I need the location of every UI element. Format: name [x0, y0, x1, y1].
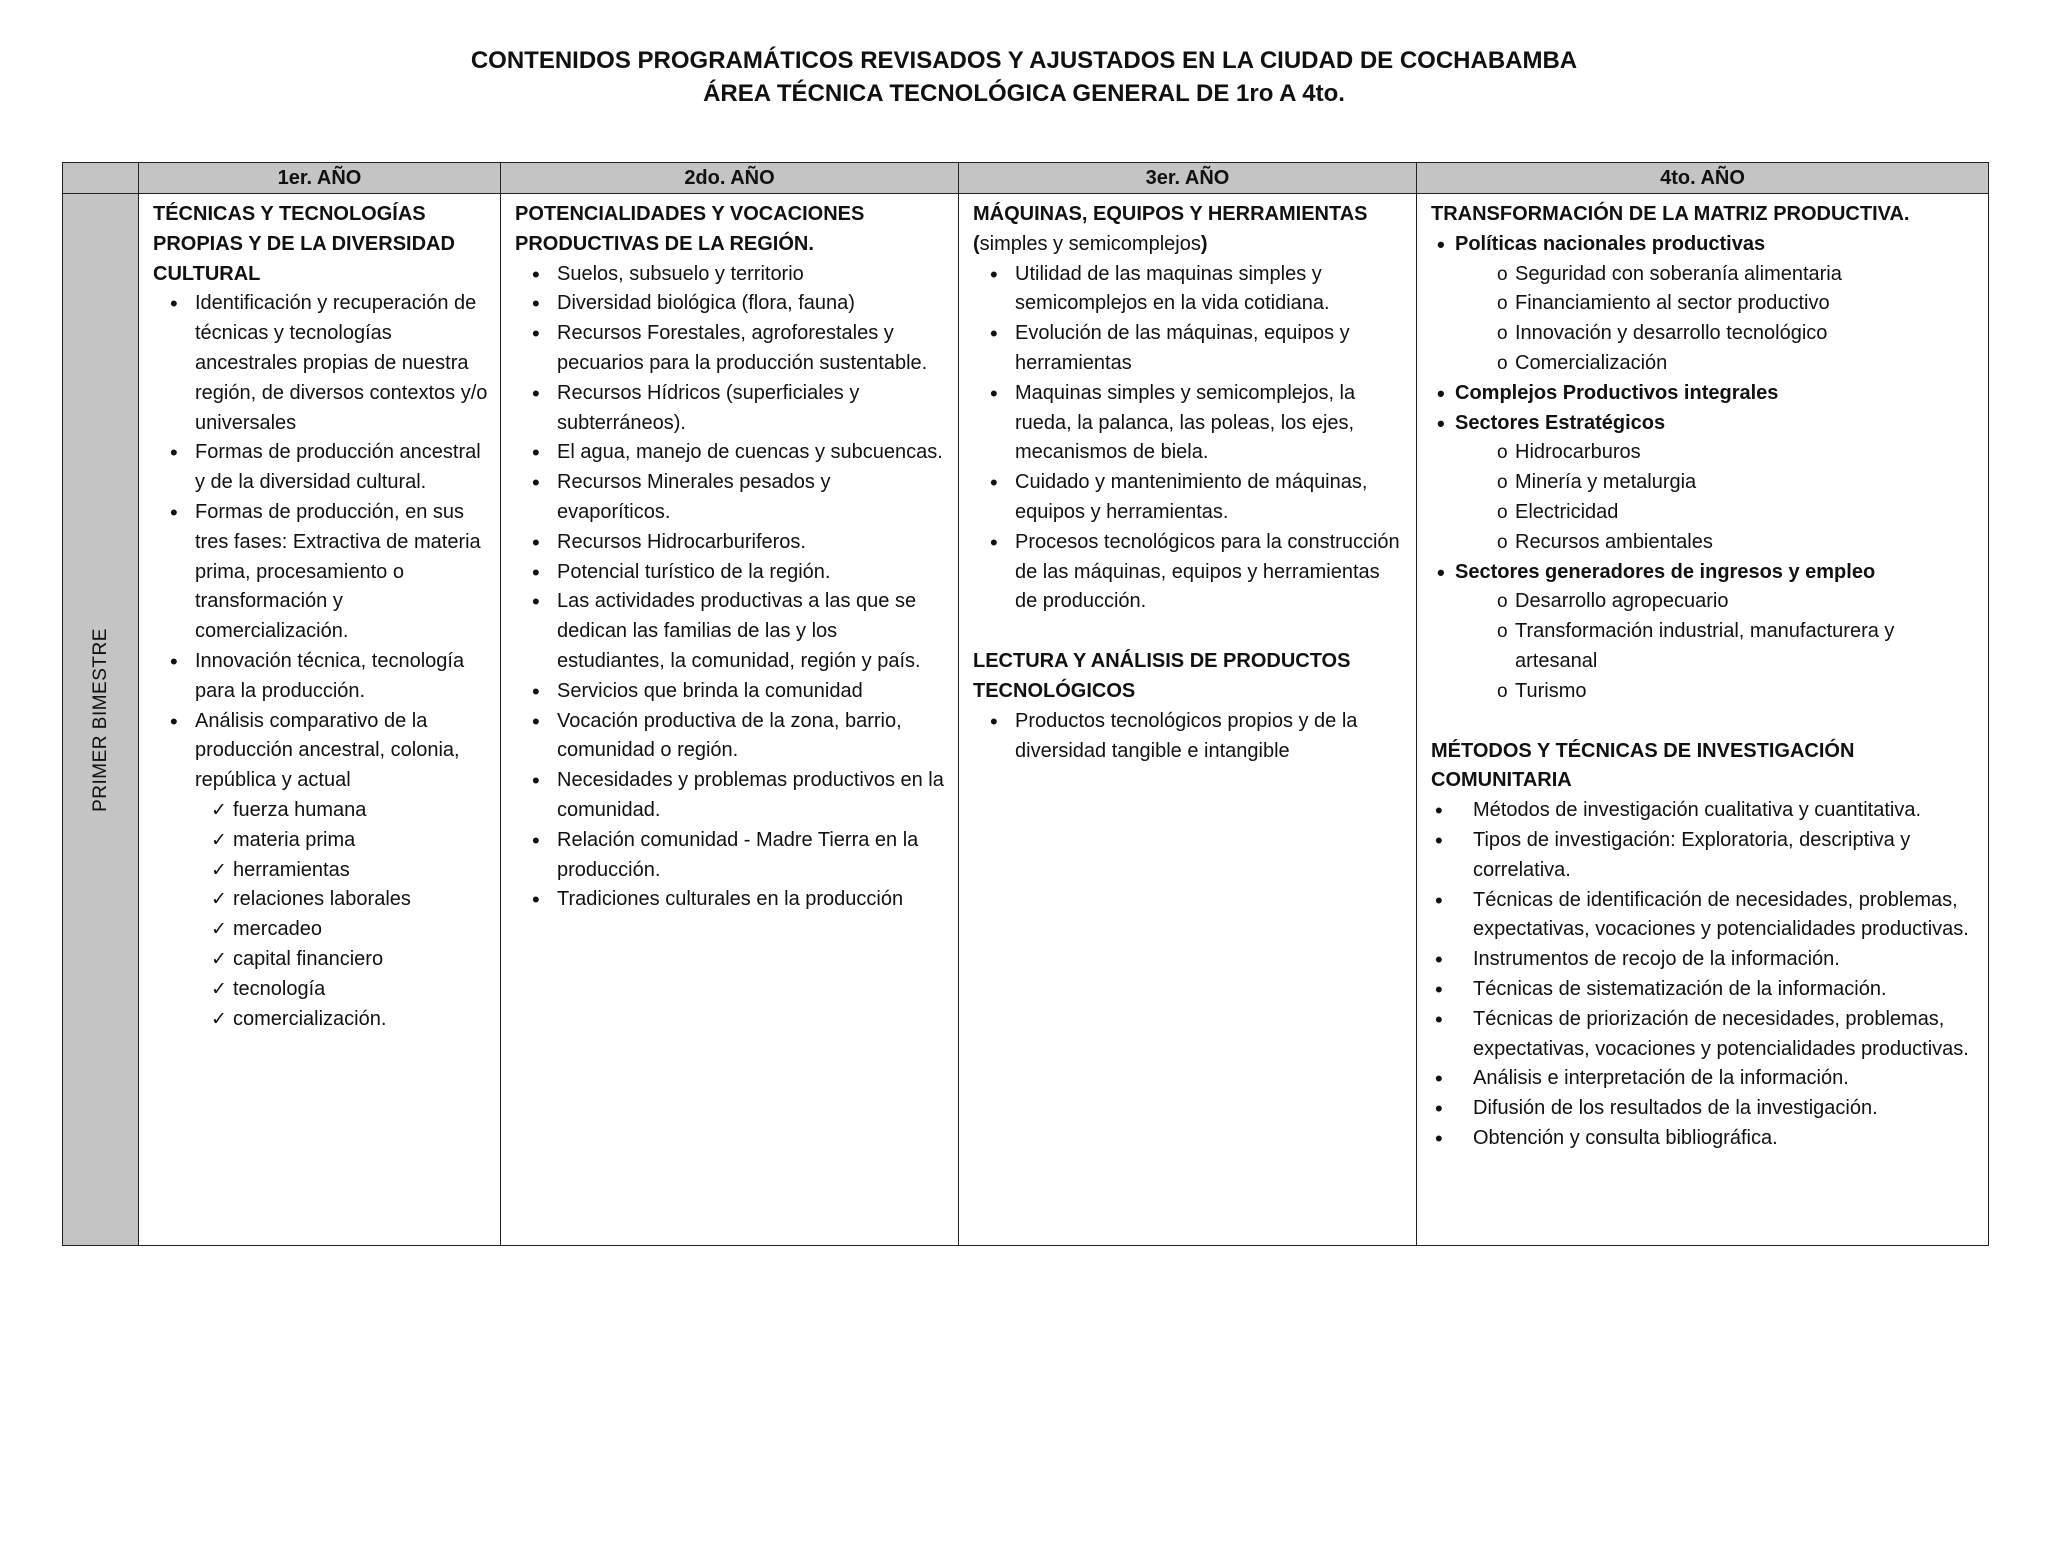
- check-item: ✓ herramientas: [153, 856, 488, 886]
- curriculum-table: [62, 162, 1989, 1246]
- list-item: • El agua, manejo de cuencas y subcuencas.: [515, 438, 946, 468]
- sub-item: o Desarrollo agropecuario: [1455, 587, 1976, 617]
- col3-list-2: [973, 707, 1404, 767]
- title-line-1: CONTENIDOS PROGRAMÁTICOS REVISADOS Y AJUSTADOS EN LA CIUDAD DE COCHABAMBA: [470, 47, 1578, 74]
- sub-item: o Innovación y desarrollo tecnológico: [1455, 319, 1976, 349]
- list-item: • Tradiciones culturales en la producción: [515, 885, 946, 915]
- list-item: • Recursos Minerales pesados y evaporíticos.: [515, 468, 946, 528]
- list-item: • Vocación productiva de la zona, barrio, comunidad o región.: [515, 707, 946, 767]
- col2-list: [515, 260, 946, 916]
- col4-groups: [1431, 230, 1976, 707]
- sub-item: o Electricidad: [1455, 498, 1976, 528]
- group-item: • Sectores generadores de ingresos y empleo o Desarrollo agropecuario o Transformación industrial, manufacturera y artesanal o Turismo: [1431, 558, 1976, 707]
- list-item: • Suelos, subsuelo y territorio: [515, 260, 946, 290]
- list-item: • Métodos de investigación cualitativa y cuantitativa.: [1431, 796, 1976, 826]
- sub-item: o Turismo: [1455, 677, 1976, 707]
- list-item: • Innovación técnica, tecnología para la producción.: [153, 647, 488, 707]
- header-year-1: 1er. AÑO: [139, 163, 501, 194]
- check-item: ✓ capital financiero: [153, 945, 488, 975]
- col3-heading-1: MÁQUINAS, EQUIPOS Y HERRAMIENTAS: [973, 203, 1368, 225]
- group-item: • Sectores Estratégicos o Hidrocarburos o Minería y metalurgia o Electricidad o Recursos ambientales: [1431, 409, 1976, 558]
- col2-heading: POTENCIALIDADES Y VOCACIONES PRODUCTIVAS DE LA REGIÓN.: [515, 203, 865, 255]
- col1-list: [153, 289, 488, 796]
- col3-list-1: [973, 260, 1404, 618]
- list-item: • Potencial turístico de la región.: [515, 558, 946, 588]
- col4-heading-2: MÉTODOS Y TÉCNICAS DE INVESTIGACIÓN COMUNITARIA: [1431, 739, 1855, 792]
- col1-checklist: [153, 796, 488, 1034]
- row-label-cell: [63, 194, 139, 1246]
- header-year-2: 2do. AÑO: [501, 163, 959, 194]
- row-label: PRIMER BIMESTRE: [89, 627, 111, 812]
- title-line-2: ÁREA TÉCNICA TECNOLÓGICA GENERAL DE 1ro A 4to.: [703, 80, 1345, 107]
- list-item: • Técnicas de sistematización de la información.: [1431, 975, 1976, 1005]
- list-item: • Utilidad de las maquinas simples y semicomplejos en la vida cotidiana.: [973, 260, 1404, 320]
- cell-year-2: [501, 194, 959, 1246]
- sub-item: o Hidrocarburos: [1455, 438, 1976, 468]
- col4-list-2: [1431, 796, 1976, 1154]
- document-title: [0, 44, 2048, 110]
- sub-item: o Seguridad con soberanía alimentaria: [1455, 260, 1976, 290]
- check-item: ✓ comercialización.: [153, 1005, 488, 1035]
- col4-heading-1: TRANSFORMACIÓN DE LA MATRIZ PRODUCTIVA.: [1431, 203, 1910, 225]
- group-item: • Complejos Productivos integrales: [1431, 379, 1976, 409]
- sub-item: o Financiamiento al sector productivo: [1455, 289, 1976, 319]
- col3-subheading-1: (simples y semicomplejos): [973, 232, 1208, 255]
- cell-year-3: [959, 194, 1417, 1246]
- check-item: ✓ mercadeo: [153, 915, 488, 945]
- check-item: ✓ tecnología: [153, 975, 488, 1005]
- list-item: • Formas de producción, en sus tres fases: Extractiva de materia prima, procesamiento o transformación y comercialización.: [153, 498, 488, 647]
- list-item: • Análisis comparativo de la producción ancestral, colonia, república y actual: [153, 707, 488, 796]
- list-item: • Difusión de los resultados de la investigación.: [1431, 1094, 1976, 1124]
- col3-heading-2: LECTURA Y ANÁLISIS DE PRODUCTOS TECNOLÓGICOS: [973, 650, 1351, 702]
- list-item: • Formas de producción ancestral y de la diversidad cultural.: [153, 438, 488, 498]
- list-item: • Identificación y recuperación de técnicas y tecnologías ancestrales propias de nuestra región, de diversos contextos y/o universales: [153, 289, 488, 438]
- col1-heading: TÉCNICAS Y TECNOLOGÍAS PROPIAS Y DE LA DIVERSIDAD CULTURAL: [153, 203, 455, 285]
- header-corner: [63, 163, 139, 194]
- list-item: • Servicios que brinda la comunidad: [515, 677, 946, 707]
- list-item: • Obtención y consulta bibliográfica.: [1431, 1124, 1976, 1154]
- list-item: • Recursos Forestales, agroforestales y pecuarios para la producción sustentable.: [515, 319, 946, 379]
- list-item: • Cuidado y mantenimiento de máquinas, equipos y herramientas.: [973, 468, 1404, 528]
- list-item: • Maquinas simples y semicomplejos, la rueda, la palanca, las poleas, los ejes, mecanismos de biela.: [973, 379, 1404, 468]
- list-item: • Análisis e interpretación de la información.: [1431, 1064, 1976, 1094]
- header-year-4: 4to. AÑO: [1417, 163, 1989, 194]
- bimester-row: [63, 194, 1989, 1246]
- list-item: • Recursos Hidrocarburiferos.: [515, 528, 946, 558]
- list-item: • Técnicas de priorización de necesidades, problemas, expectativas, vocaciones y potencialidades productivas.: [1431, 1005, 1976, 1065]
- list-item: • Tipos de investigación: Exploratoria, descriptiva y correlativa.: [1431, 826, 1976, 886]
- list-item: • Procesos tecnológicos para la construcción de las máquinas, equipos y herramientas de producción.: [973, 528, 1404, 617]
- sub-item: o Recursos ambientales: [1455, 528, 1976, 558]
- list-item: • Diversidad biológica (flora, fauna): [515, 289, 946, 319]
- list-item: • Relación comunidad - Madre Tierra en la producción.: [515, 826, 946, 886]
- header-row: [63, 163, 1989, 194]
- sub-item: o Comercialización: [1455, 349, 1976, 379]
- check-item: ✓ materia prima: [153, 826, 488, 856]
- sub-item: o Transformación industrial, manufacturera y artesanal: [1455, 617, 1976, 677]
- list-item: • Técnicas de identificación de necesidades, problemas, expectativas, vocaciones y potencialidades productivas.: [1431, 886, 1976, 946]
- cell-year-1: [139, 194, 501, 1246]
- list-item: • Las actividades productivas a las que se dedican las familias de las y los estudiantes, la comunidad, región y país.: [515, 587, 946, 676]
- list-item: • Productos tecnológicos propios y de la diversidad tangible e intangible: [973, 707, 1404, 767]
- list-item: • Instrumentos de recojo de la información.: [1431, 945, 1976, 975]
- check-item: ✓ fuerza humana: [153, 796, 488, 826]
- group-item: • Políticas nacionales productivas o Seguridad con soberanía alimentaria o Financiamiento al sector productivo o Innovación y desarrollo tecnológico o Comercialización: [1431, 230, 1976, 379]
- header-year-3: 3er. AÑO: [959, 163, 1417, 194]
- check-item: ✓ relaciones laborales: [153, 885, 488, 915]
- list-item: • Necesidades y problemas productivos en la comunidad.: [515, 766, 946, 826]
- list-item: • Recursos Hídricos (superficiales y subterráneos).: [515, 379, 946, 439]
- sub-item: o Minería y metalurgia: [1455, 468, 1976, 498]
- cell-year-4: [1417, 194, 1989, 1246]
- list-item: • Evolución de las máquinas, equipos y herramientas: [973, 319, 1404, 379]
